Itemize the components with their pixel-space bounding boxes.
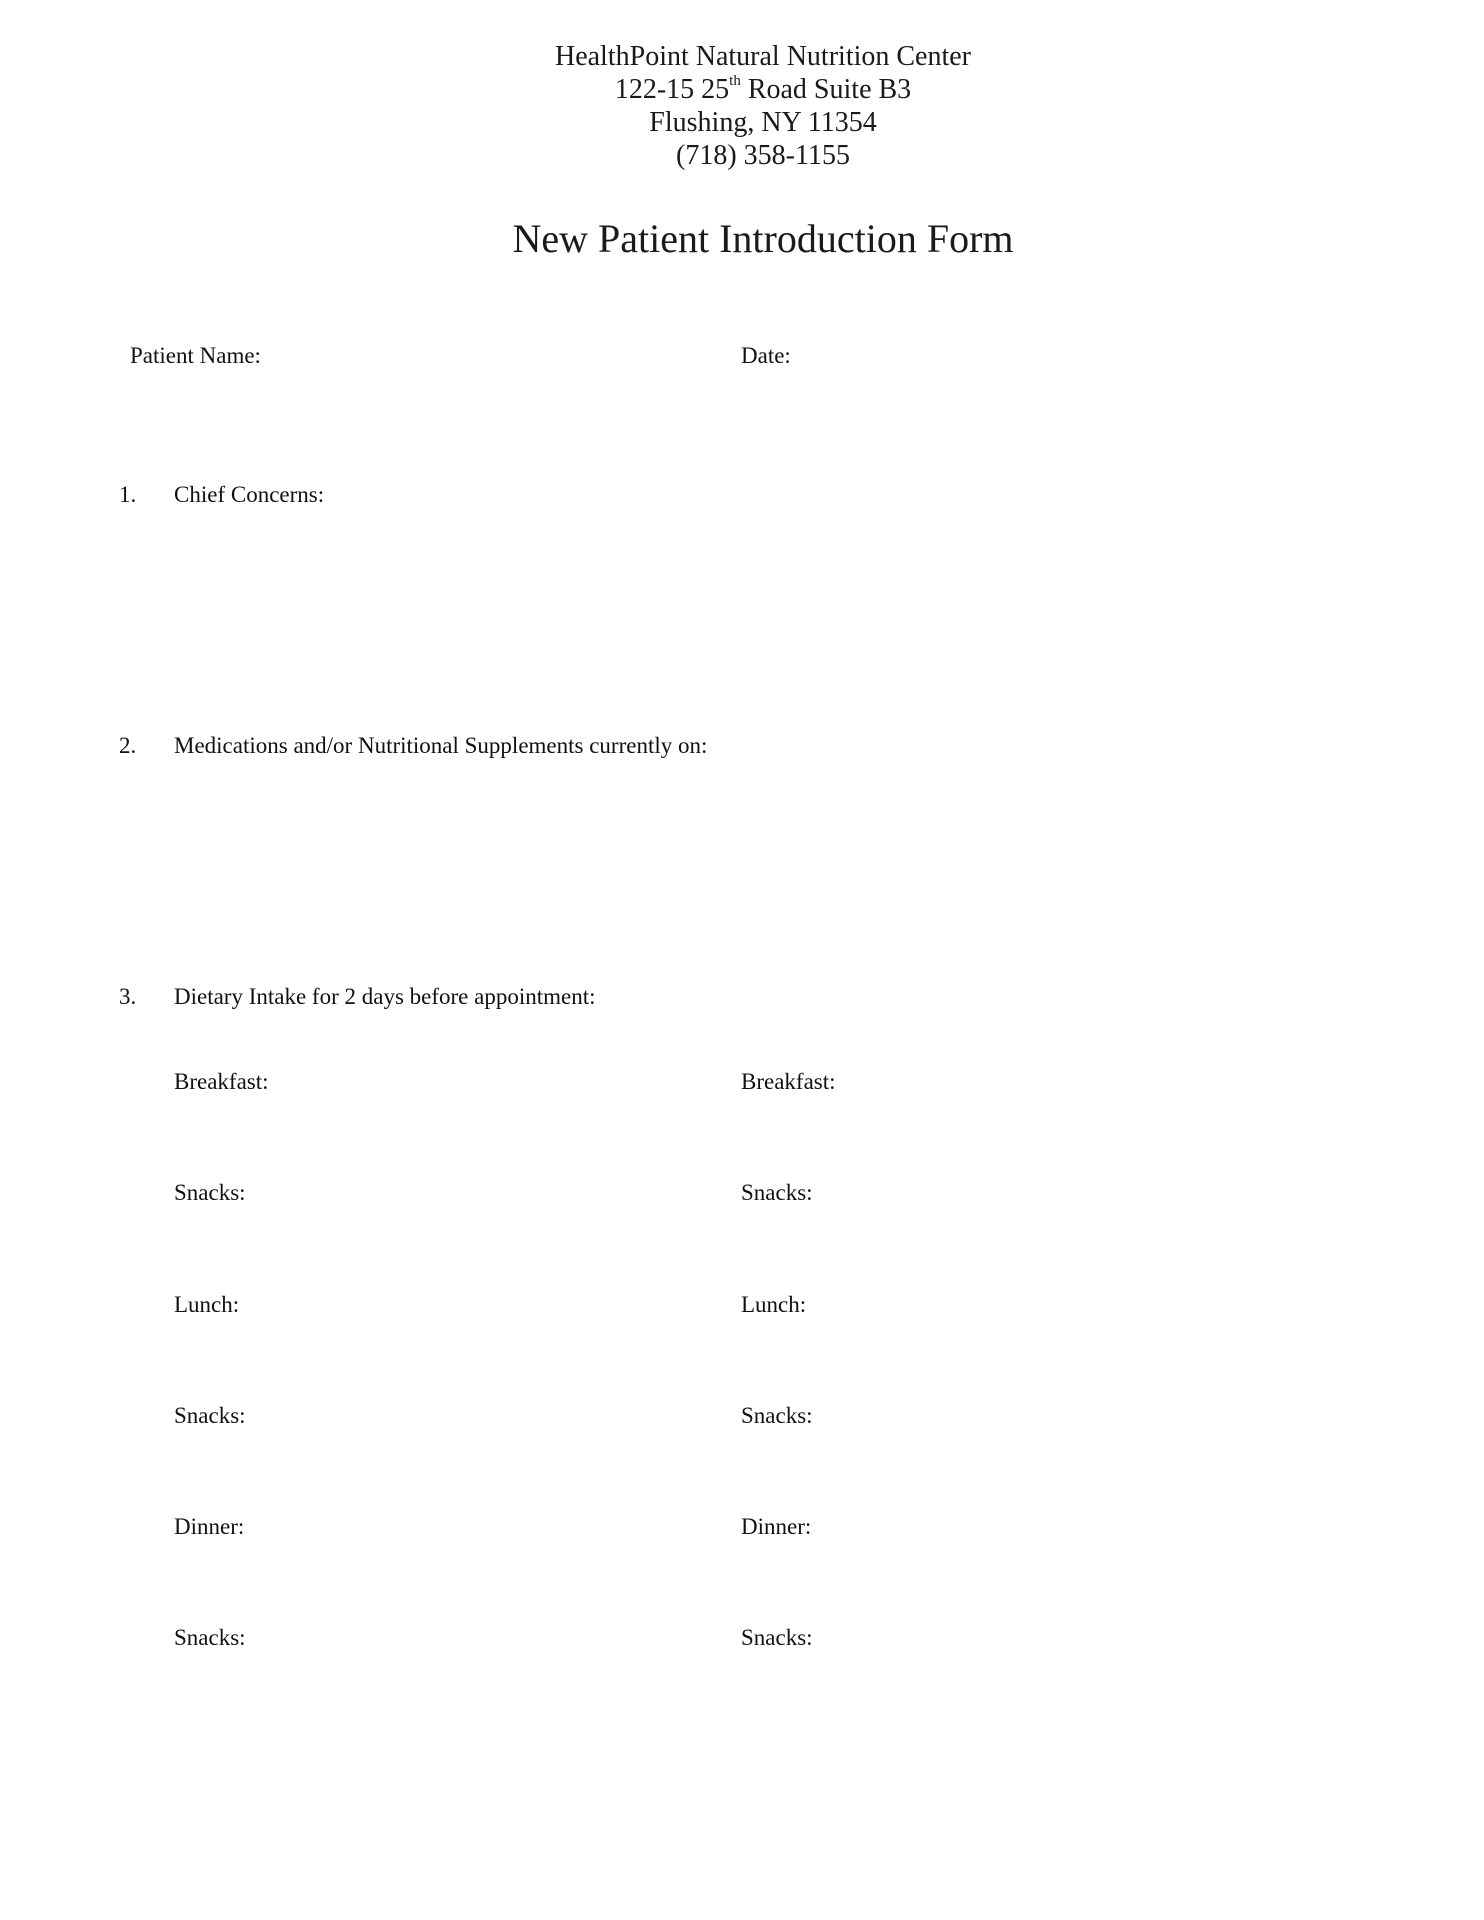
day1-snacks-label: Snacks:: [174, 1403, 246, 1428]
address-ordinal: th: [729, 73, 741, 89]
dietary-intake-label: Dietary Intake for 2 days before appointment:: [174, 984, 596, 1009]
day1-breakfast-label: Breakfast:: [174, 1069, 269, 1094]
date-label: Date:: [741, 343, 791, 368]
medications-label: Medications and/or Nutritional Supplements currently on:: [174, 733, 708, 758]
address-street: Road Suite B3: [740, 74, 912, 105]
patient-name-label: Patient Name:: [130, 343, 261, 368]
day2-snacks-label: Snacks:: [741, 1180, 813, 1205]
address-number: 122-15 25: [614, 74, 730, 105]
day2-lunch-label: Lunch:: [741, 1292, 807, 1317]
section-number: 2.: [119, 733, 137, 758]
clinic-address: [0, 73, 1484, 106]
day1-snacks-label: Snacks:: [174, 1180, 246, 1205]
day1-dinner-label: Dinner:: [174, 1514, 245, 1539]
section-number: 1.: [119, 482, 137, 507]
day2-dinner-label: Dinner:: [741, 1514, 812, 1539]
chief-concerns-label: Chief Concerns:: [174, 482, 325, 507]
clinic-phone: (718) 358-1155: [676, 140, 850, 171]
day2-snacks-label: Snacks:: [741, 1403, 813, 1428]
day1-lunch-label: Lunch:: [174, 1292, 240, 1317]
day2-breakfast-label: Breakfast:: [741, 1069, 836, 1094]
day2-snacks-label: Snacks:: [741, 1625, 813, 1650]
clinic-city: Flushing, NY 11354: [649, 107, 877, 138]
form-title: New Patient Introduction Form: [512, 216, 1014, 261]
clinic-header: [0, 40, 1484, 172]
day1-snacks-label: Snacks:: [174, 1625, 246, 1650]
clinic-name: HealthPoint Natural Nutrition Center: [554, 41, 972, 72]
section-number: 3.: [119, 984, 137, 1009]
